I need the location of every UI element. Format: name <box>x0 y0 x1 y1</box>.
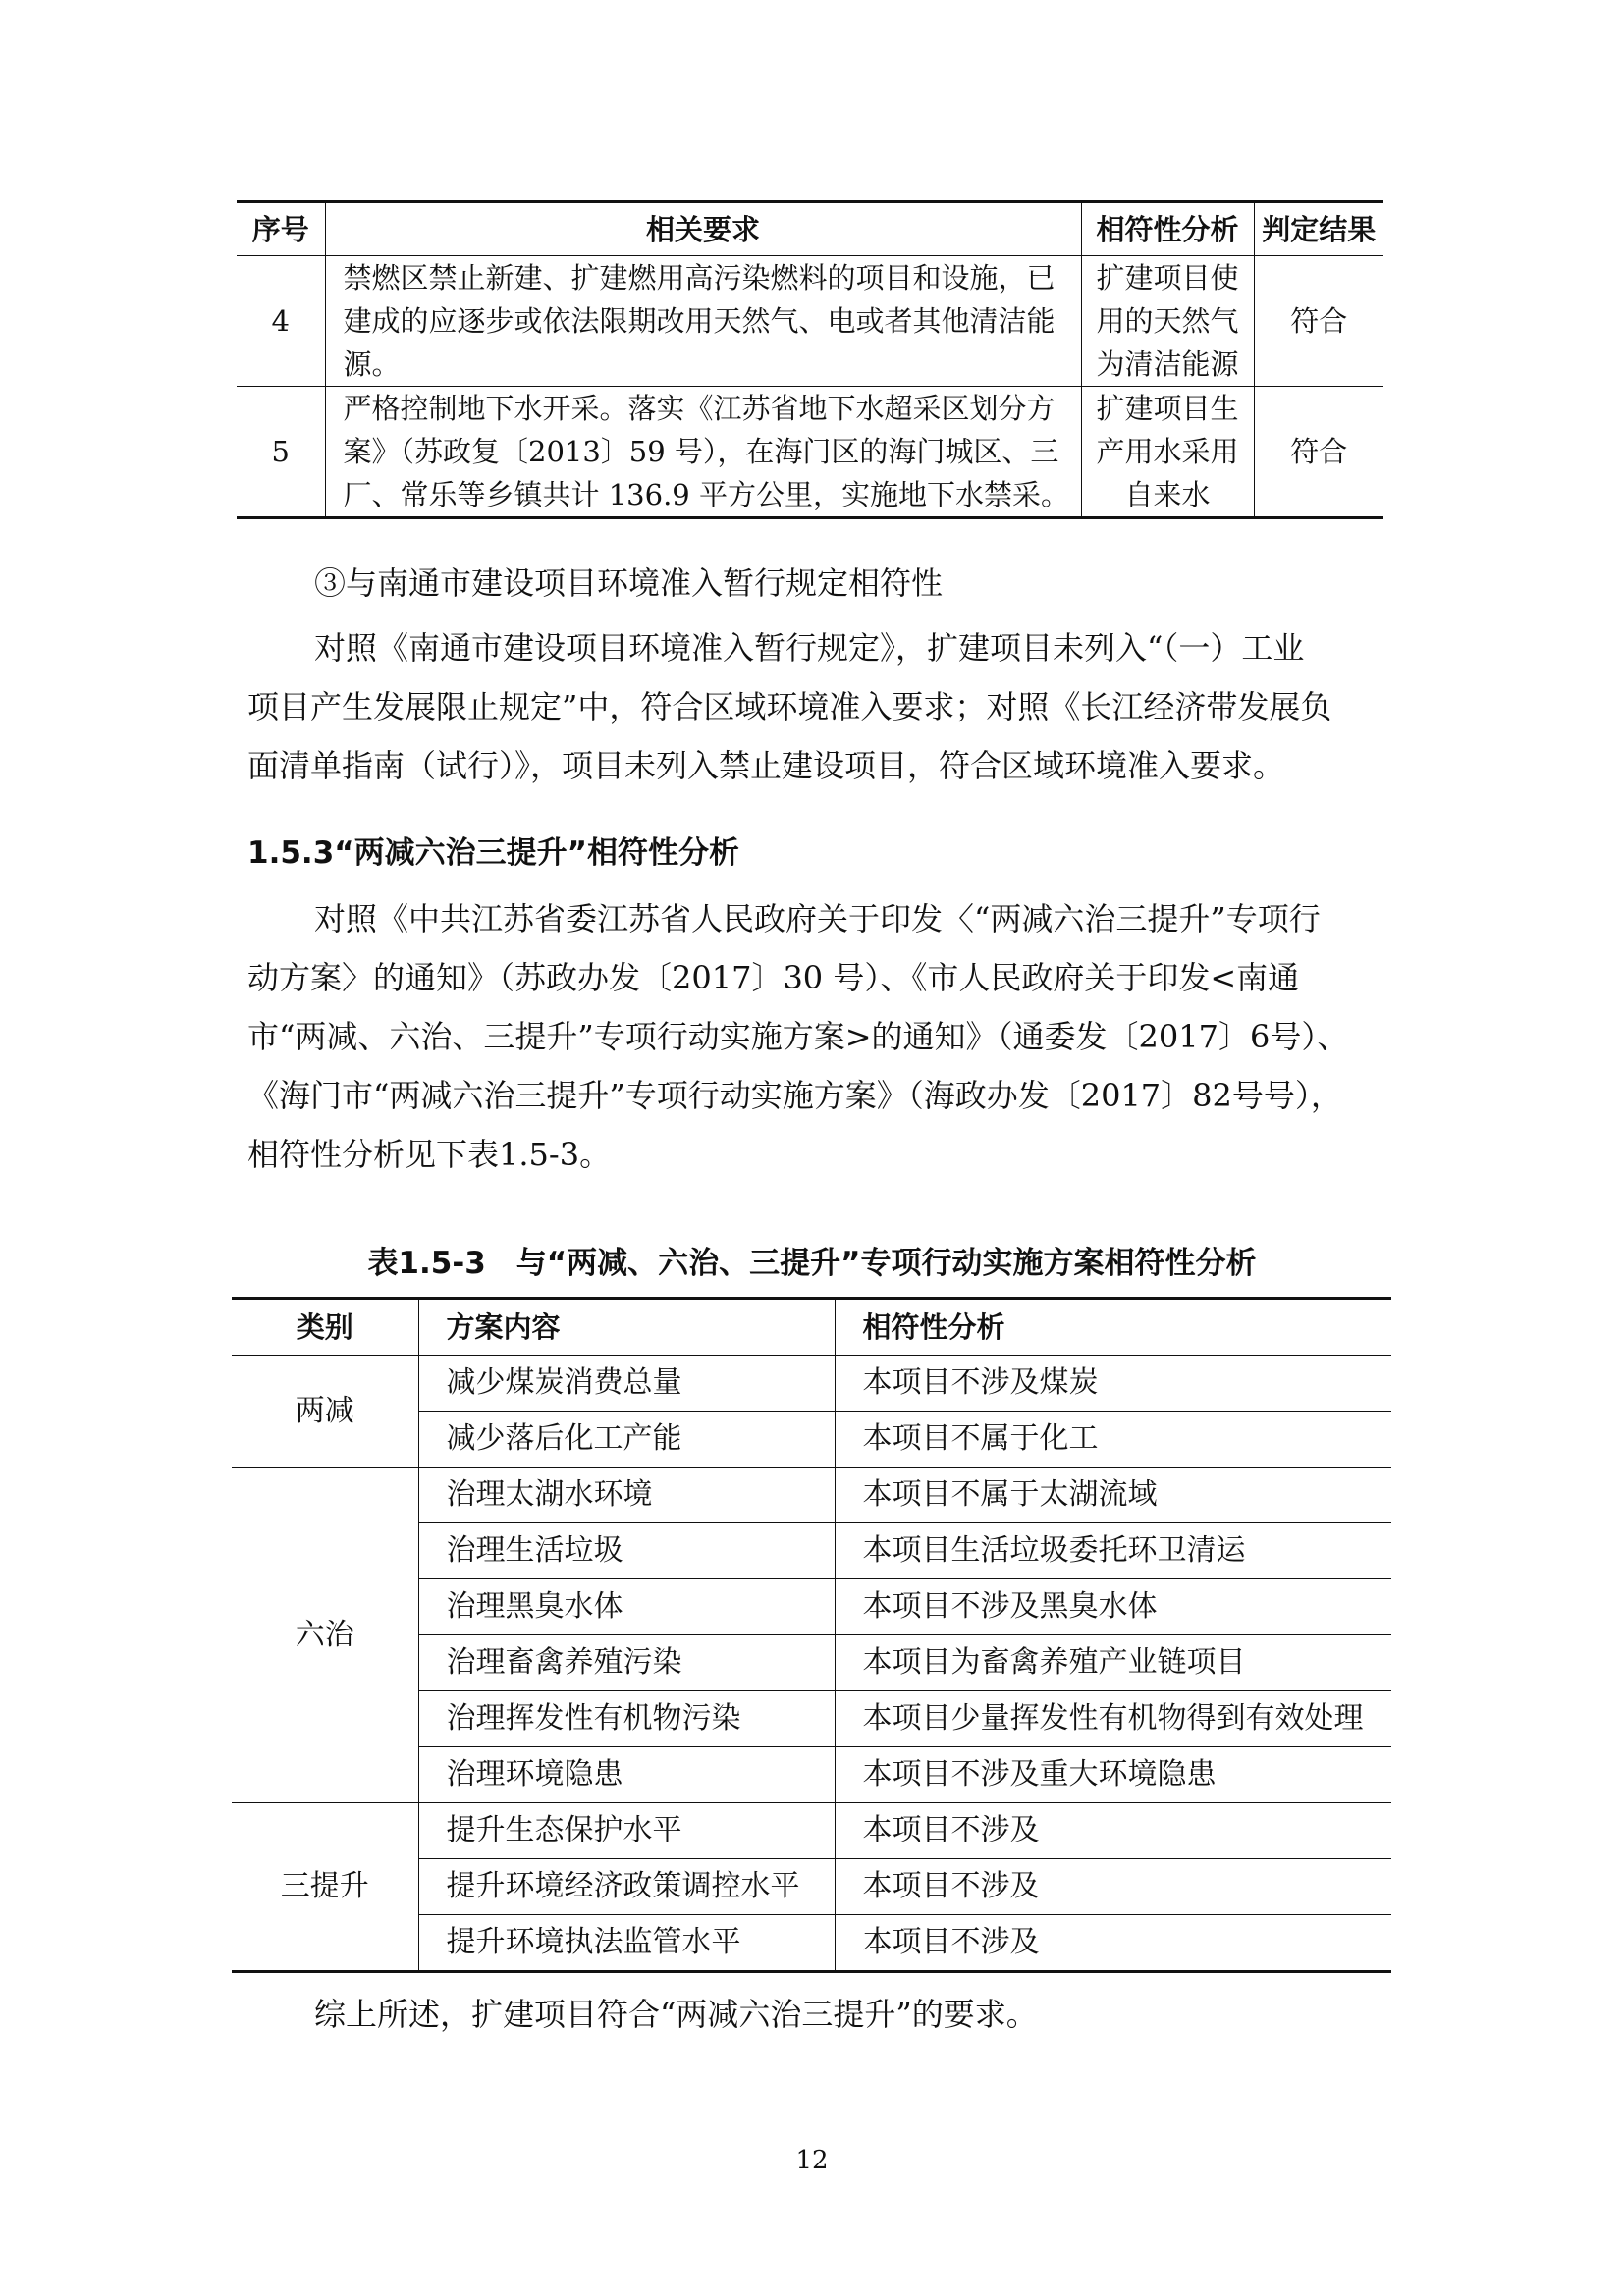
header-content: 方案内容 <box>418 1299 835 1356</box>
row-serial: 5 <box>237 387 325 518</box>
row-analysis <box>1081 256 1254 387</box>
analysis-cell: 本项目不涉及 <box>835 1859 1391 1915</box>
requirement-line: 严格控制地下水开采。落实《江苏省地下水超采区划分方 <box>343 392 1056 425</box>
content-cell: 治理环境隐患 <box>418 1747 835 1803</box>
requirement-line: 厂、常乐等乡镇共计 136.9 平方公里，实施地下水禁采。 <box>343 478 1069 511</box>
page-number: 12 <box>795 2146 829 2175</box>
analysis-line: 产用水采用 <box>1096 435 1239 468</box>
header-analysis: 相符性分析 <box>835 1299 1391 1356</box>
table-header-row <box>237 202 1383 256</box>
paragraph-line: 动方案〉的通知》（苏政办发〔2017〕30 号）、《市人民政府关于印发<南通 <box>247 959 1300 996</box>
paragraph-line: 市“两减、六治、三提升”专项行动实施方案>的通知》（通委发〔2017〕6号）、 <box>247 1018 1349 1055</box>
requirement-line: 源。 <box>343 347 401 381</box>
analysis-cell: 本项目生活垃圾委托环卫清运 <box>835 1523 1391 1579</box>
paragraph-line: 对照《南通市建设项目环境准入暂行规定》，扩建项目未列入“（一）工业 <box>314 629 1305 667</box>
subsection-body <box>247 618 1386 795</box>
row-serial: 4 <box>237 256 325 387</box>
analysis-cell: 本项目不涉及煤炭 <box>835 1356 1391 1412</box>
content-cell: 提升生态保护水平 <box>418 1803 835 1859</box>
table-row <box>232 1803 1391 1859</box>
analysis-line: 扩建项目生 <box>1096 392 1239 425</box>
paragraph-line: 项目产生发展限止规定”中，符合区域环境准入要求；对照《长江经济带发展负 <box>247 688 1332 725</box>
analysis-line: 用的天然气 <box>1096 304 1239 338</box>
table-header-row <box>232 1299 1391 1356</box>
analysis-cell: 本项目为畜禽养殖产业链项目 <box>835 1635 1391 1691</box>
content-cell: 减少落后化工产能 <box>418 1412 835 1468</box>
content-cell: 治理畜禽养殖污染 <box>418 1635 835 1691</box>
analysis-line: 自来水 <box>1124 478 1211 511</box>
paragraph-line: 《海门市“两减六治三提升”专项行动实施方案》（海政办发〔2017〕82号号）， <box>247 1077 1342 1114</box>
content-cell: 治理太湖水环境 <box>418 1468 835 1523</box>
analysis-line: 为清洁能源 <box>1096 347 1239 381</box>
analysis-cell: 本项目不涉及黑臭水体 <box>835 1579 1391 1635</box>
subsection-title: ③与南通市建设项目环境准入暂行规定相符性 <box>314 564 944 602</box>
paragraph-line: 对照《中共江苏省委江苏省人民政府关于印发〈“两减六治三提升”专项行 <box>314 900 1321 937</box>
paragraph-line: 面清单指南（试行）》，项目未列入禁止建设项目，符合区域环境准入要求。 <box>247 747 1285 784</box>
analysis-cell: 本项目不涉及 <box>835 1803 1391 1859</box>
requirement-line: 禁燃区禁止新建、扩建燃用高污染燃料的项目和设施，已 <box>343 261 1056 294</box>
table-row <box>237 387 1383 518</box>
requirements-table <box>237 200 1383 519</box>
row-requirement <box>325 256 1081 387</box>
category-cell: 两减 <box>232 1356 418 1468</box>
content-cell: 治理黑臭水体 <box>418 1579 835 1635</box>
analysis-line: 扩建项目使 <box>1096 261 1239 294</box>
analysis-cell: 本项目不属于太湖流域 <box>835 1468 1391 1523</box>
table-row <box>237 256 1383 387</box>
content-cell: 治理生活垃圾 <box>418 1523 835 1579</box>
compliance-table <box>232 1297 1391 1973</box>
table-row <box>232 1356 1391 1412</box>
analysis-cell: 本项目不涉及重大环境隐患 <box>835 1747 1391 1803</box>
content-cell: 减少煤炭消费总量 <box>418 1356 835 1412</box>
content-cell: 提升环境执法监管水平 <box>418 1915 835 1972</box>
analysis-cell: 本项目不涉及 <box>835 1915 1391 1972</box>
category-cell: 三提升 <box>232 1803 418 1972</box>
requirement-line: 案》（苏政复〔2013〕59 号），在海门区的海门城区、三 <box>343 435 1059 468</box>
row-analysis <box>1081 387 1254 518</box>
analysis-cell: 本项目少量挥发性有机物得到有效处理 <box>835 1691 1391 1747</box>
content-cell: 提升环境经济政策调控水平 <box>418 1859 835 1915</box>
conclusion-text: 综上所述，扩建项目符合“两减六治三提升”的要求。 <box>314 1996 1038 2033</box>
row-result: 符合 <box>1254 256 1383 387</box>
section-body <box>247 889 1386 1184</box>
content-cell: 治理挥发性有机物污染 <box>418 1691 835 1747</box>
row-requirement <box>325 387 1081 518</box>
table-row <box>232 1468 1391 1523</box>
table-caption: 表1.5-3 与“两减、六治、三提升”专项行动实施方案相符性分析 <box>367 1246 1257 1281</box>
header-result: 判定结果 <box>1254 202 1383 256</box>
analysis-cell: 本项目不属于化工 <box>835 1412 1391 1468</box>
row-result: 符合 <box>1254 387 1383 518</box>
requirement-line: 建成的应逐步或依法限期改用天然气、电或者其他清洁能 <box>343 304 1056 338</box>
header-serial: 序号 <box>237 202 325 256</box>
category-cell: 六治 <box>232 1468 418 1803</box>
header-analysis: 相符性分析 <box>1081 202 1254 256</box>
header-category: 类别 <box>232 1299 418 1356</box>
header-requirement: 相关要求 <box>325 202 1081 256</box>
paragraph-line: 相符性分析见下表1.5-3。 <box>247 1136 612 1173</box>
section-heading: 1.5.3“两减六治三提升”相符性分析 <box>247 835 740 871</box>
